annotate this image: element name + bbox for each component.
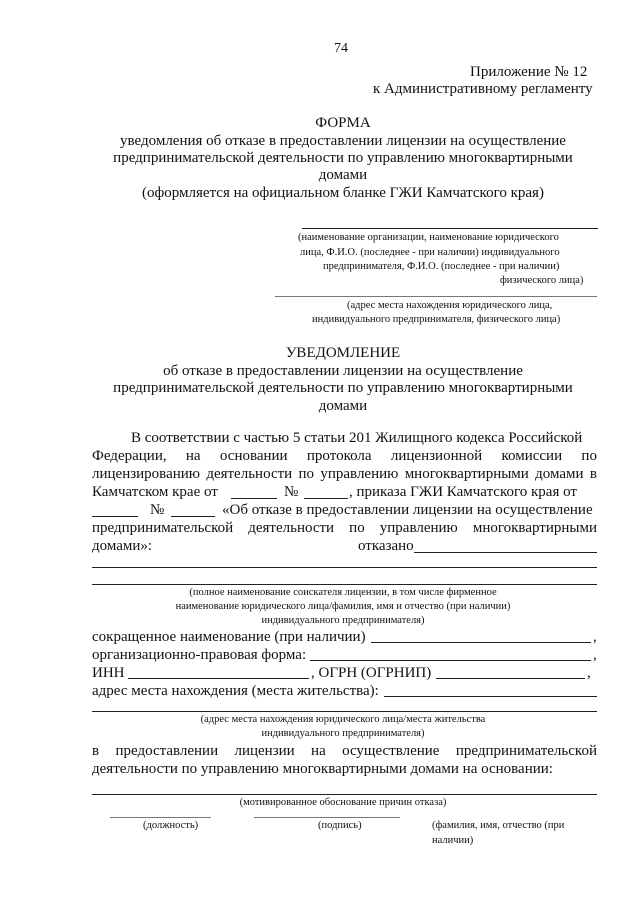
applicant-caption-2: наименование юридического лица/фамилия, имя и отчество (при наличии)	[175, 601, 511, 612]
form-subtitle-4: (оформляется на официальном бланке ГЖИ Камчатского края)	[142, 185, 544, 201]
order-number-blank	[304, 498, 348, 499]
body-line-6: предпринимательской деятельности по управлению многоквартирными	[92, 520, 597, 536]
signature-line[interactable]	[254, 817, 400, 818]
short-name-label: сокращенное наименование (при наличии)	[92, 629, 366, 645]
body-line-7-start: домами»:	[92, 538, 153, 554]
recipient-caption-4: физического лица)	[500, 275, 584, 286]
refused-word: отказано	[358, 538, 414, 554]
address-caption-2: индивидуального предпринимателя)	[261, 728, 425, 739]
legal-form-label: организационно-правовая форма:	[92, 647, 307, 663]
order-date-blank	[231, 498, 277, 499]
form-subtitle-2: предпринимательской деятельности по управлению многоквартирными	[113, 150, 573, 166]
recipient-address-caption-1: (адрес места нахождения юридического лица,	[347, 300, 553, 311]
form-subtitle-3: домами	[318, 167, 368, 183]
refused-blank	[414, 552, 597, 553]
legal-form-blank[interactable]	[310, 660, 591, 661]
notice-subtitle-3: домами	[318, 398, 368, 414]
applicant-caption-1: (полное наименование соискателя лицензии, в том числе фирменное	[189, 587, 497, 598]
body-line-1: В соответствии с частью 5 статьи 201 Жилищного кодекса Российской	[131, 430, 583, 446]
notice-subtitle-2: предпринимательской деятельности по управлению многоквартирными	[113, 380, 573, 396]
recipient-caption-1: (наименование организации, наименование юридического	[298, 232, 559, 243]
body-line-5: «Об отказе в предоставлении лицензии на осуществление	[222, 502, 593, 518]
notice-title: УВЕДОМЛЕНИЕ	[285, 345, 401, 361]
body-line-2: Федерации, на основании протокола лицензионной комиссии по	[92, 448, 597, 464]
signature-caption: (подпись)	[318, 820, 362, 831]
decree-date-blank	[92, 516, 138, 517]
recipient-caption-2: лица, Ф.И.О. (последнее - при наличии) индивидуального	[300, 247, 560, 258]
body-line-3: лицензированию деятельности по управлению многоквартирными домами в	[92, 466, 597, 482]
recipient-name-line	[302, 228, 598, 229]
number-sign: №	[284, 484, 299, 500]
body-line-4-start: Камчатском крае от	[92, 484, 218, 500]
address-blank[interactable]	[384, 696, 597, 697]
form-title: ФОРМА	[315, 115, 371, 131]
address-label: адрес места нахождения (места жительства):	[92, 683, 379, 699]
refusal-line-1: в предоставлении лицензии на осуществление предпринимательской	[92, 743, 597, 759]
reason-caption: (мотивированное обоснование причин отказа)	[239, 797, 447, 808]
body-line-4-end: , приказа ГЖИ Камчатского края от	[349, 484, 577, 500]
notice-subtitle-1: об отказе в предоставлении лицензии на осуществление	[163, 363, 523, 379]
ogrn-blank[interactable]	[436, 678, 585, 679]
ogrn-label: , ОГРН (ОГРНИП)	[311, 665, 432, 681]
applicant-caption-3: индивидуального предпринимателя)	[261, 615, 425, 626]
recipient-address-caption-2: индивидуального предпринимателя, физического лица)	[312, 314, 561, 325]
address-caption-1: (адрес места нахождения юридического лица/места жительства	[200, 714, 486, 725]
annex-regulation: к Административному регламенту	[373, 81, 593, 97]
page-number: 74	[334, 41, 348, 56]
inn-blank[interactable]	[128, 678, 309, 679]
annex-number: Приложение № 12	[470, 64, 588, 80]
reason-line[interactable]	[92, 794, 597, 795]
inn-label: ИНН	[92, 665, 125, 681]
refusal-line-2: деятельности по управлению многоквартирными домами на основании:	[92, 761, 553, 777]
position-line[interactable]	[110, 817, 211, 818]
ogrn-comma: ,	[587, 665, 591, 681]
address-line-2	[92, 711, 597, 712]
position-caption: (должность)	[143, 820, 199, 831]
short-name-blank[interactable]	[371, 642, 591, 643]
legal-form-comma: ,	[593, 647, 597, 663]
recipient-address-line	[275, 296, 597, 297]
decree-number-blank	[171, 516, 215, 517]
applicant-line-1	[92, 567, 597, 568]
form-subtitle-1: уведомления об отказе в предоставлении лицензии на осуществление	[120, 133, 566, 149]
number-sign-2: №	[150, 502, 165, 518]
fullname-caption-2: наличии)	[432, 835, 474, 846]
fullname-caption-1: (фамилия, имя, отчество (при	[432, 820, 565, 831]
recipient-caption-3: предпринимателя, Ф.И.О. (последнее - при наличии)	[323, 261, 560, 272]
short-name-comma: ,	[593, 629, 597, 645]
applicant-line-2	[92, 584, 597, 585]
